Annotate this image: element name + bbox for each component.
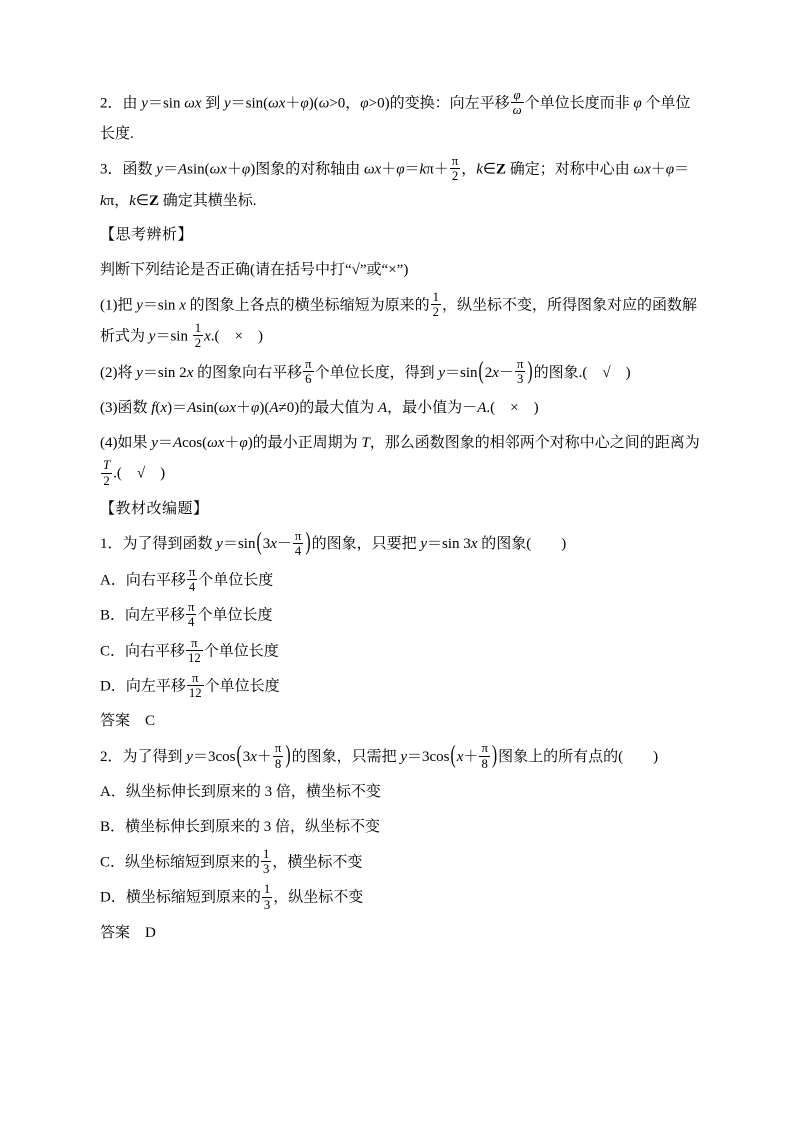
- math-variable: x: [470, 536, 478, 553]
- text-run: ≠0)的最大值为: [278, 399, 378, 416]
- math-variable: f: [151, 399, 156, 416]
- question-2-option-a: [100, 777, 700, 808]
- math-variable: ω: [512, 103, 522, 118]
- text-run: ＋: [224, 434, 240, 451]
- math-variable: ωx: [207, 434, 225, 451]
- text-run: ＝sin: [155, 328, 192, 345]
- math-variable: φ: [665, 161, 675, 178]
- text-run: .( × ): [210, 328, 263, 345]
- math-variable: x: [160, 399, 168, 416]
- text-run: 个单位长度: [203, 643, 279, 660]
- text-run: 2: [194, 336, 202, 351]
- math-variable: x: [179, 297, 186, 314]
- text-run: ＋: [236, 399, 252, 416]
- big-paren: (: [236, 741, 242, 769]
- text-run: B．向左平移: [100, 607, 186, 624]
- math-variable: φ: [251, 399, 260, 416]
- text-run: ＋: [650, 161, 666, 178]
- math-variable: x: [204, 328, 211, 345]
- fraction: [515, 357, 525, 387]
- math-variable: x: [492, 364, 499, 381]
- text-run: 2．为了得到: [100, 749, 187, 766]
- note-3: [100, 154, 700, 216]
- math-variable: ω: [318, 95, 330, 112]
- text-run: π: [188, 600, 195, 615]
- big-paren: (: [478, 356, 484, 385]
- text-run: 【思考辨析】: [100, 226, 194, 244]
- math-variable: x: [456, 749, 464, 766]
- text-run: ＝sin 3: [427, 536, 471, 553]
- text-run: B．横坐标伸长到原来的 3 倍，纵坐标不变: [100, 819, 381, 836]
- text-run: 的图象( ): [477, 536, 567, 553]
- text-run: 2．由: [100, 95, 142, 112]
- math-variable: x: [250, 749, 257, 766]
- text-run: 【教材改编题】: [100, 499, 209, 517]
- math-variable: y: [136, 364, 143, 381]
- text-run: 4: [188, 615, 195, 630]
- fraction: [187, 671, 204, 701]
- text-run: ＝: [404, 161, 420, 178]
- text-run: 6: [305, 372, 312, 387]
- text-run: ＝: [674, 161, 690, 178]
- text-run: －: [498, 364, 514, 381]
- text-run: ＝3cos: [192, 749, 236, 766]
- text-run: cos(: [182, 434, 208, 451]
- math-variable: k: [419, 161, 427, 178]
- text-run: 个单位长度而非: [524, 95, 634, 112]
- text-run: 图象上的所有点的( ): [498, 749, 659, 766]
- fraction: [186, 600, 196, 630]
- big-paren: ): [305, 528, 311, 557]
- math-variable: y: [438, 364, 445, 381]
- text-run: ＝sin 2: [142, 364, 187, 381]
- text-run: >0，: [329, 95, 361, 112]
- document-body: [100, 88, 700, 952]
- math-variable: A: [378, 399, 388, 416]
- big-paren: (: [450, 741, 456, 769]
- question-2-option-c: [100, 847, 700, 878]
- math-variable: ωx: [633, 161, 651, 178]
- math-variable: y: [216, 536, 223, 553]
- math-variable: ωx: [363, 161, 382, 178]
- text-run: ＋: [285, 95, 301, 112]
- text-run: )＝: [167, 399, 188, 416]
- text-run: ∈: [482, 161, 496, 178]
- text-run: 3．函数: [100, 161, 157, 178]
- text-run: A．纵坐标伸长到原来的 3 倍，横坐标不变: [100, 784, 381, 801]
- text-run: 的图象上各点的横坐标缩短为原来的: [185, 297, 430, 314]
- fraction: [193, 321, 203, 351]
- text-run: π: [188, 564, 196, 579]
- statement-1: [100, 290, 700, 353]
- text-run: π: [294, 528, 302, 543]
- text-run: ＝3cos: [407, 749, 450, 766]
- question-1-option-a: [100, 565, 700, 596]
- text-run: 判断下列结论是否正确(请在括号中打“√”或“×”): [100, 262, 409, 279]
- text-run: )(: [259, 399, 270, 416]
- question-1-stem: [100, 528, 700, 560]
- text-run: 4: [188, 580, 196, 595]
- text-run: 3: [242, 749, 251, 766]
- text-run: 3: [263, 897, 271, 912]
- math-variable: ωx: [209, 161, 227, 178]
- math-variable: A: [187, 399, 197, 416]
- text-run: 12: [188, 650, 201, 665]
- math-variable: y: [151, 434, 158, 451]
- text-run: D．横坐标缩短到原来的: [100, 889, 261, 906]
- text-run: ＝: [162, 161, 178, 178]
- question-1-option-d: [100, 671, 700, 702]
- big-paren: ): [527, 356, 533, 385]
- math-variable: T: [103, 458, 111, 473]
- math-variable: y: [148, 328, 156, 345]
- text-run: 3: [262, 536, 271, 553]
- text-run: π: [481, 741, 488, 756]
- text-run: ＋: [226, 161, 242, 178]
- question-1-option-c: [100, 636, 700, 667]
- text-run: 3: [263, 862, 270, 877]
- math-variable: y: [141, 95, 148, 112]
- text-run: 答案 C: [100, 713, 156, 730]
- question-2-option-b: [100, 812, 700, 843]
- text-run: ∈: [135, 192, 149, 209]
- question-2-option-d: [100, 882, 700, 913]
- math-variable: k: [100, 192, 107, 209]
- text-run: ＋: [463, 749, 479, 766]
- note-2: [100, 88, 700, 150]
- text-run: C．向右平移: [100, 643, 186, 660]
- math-variable: y: [136, 297, 143, 314]
- text-run: 的图象，只要把: [311, 536, 421, 553]
- text-run: π: [451, 154, 459, 169]
- fraction: [293, 529, 303, 559]
- math-variable: T: [361, 434, 370, 451]
- text-run: ，: [461, 161, 477, 178]
- text-run: ＝sin: [142, 297, 180, 314]
- text-run: ＝sin: [147, 95, 185, 112]
- math-variable: A: [477, 399, 487, 416]
- text-run: )(: [308, 95, 319, 112]
- statement-3: [100, 393, 700, 424]
- section-textbook-header: [100, 494, 700, 525]
- math-variable: y: [420, 536, 428, 553]
- text-run: 8: [481, 756, 488, 771]
- math-set-symbol: Z: [496, 161, 507, 178]
- text-run: 的图象向右平移: [193, 364, 303, 381]
- math-variable: A: [172, 434, 183, 451]
- question-1-answer: [100, 706, 700, 737]
- math-variable: φ: [633, 95, 642, 112]
- text-run: 1．为了得到函数: [100, 536, 217, 553]
- text-run: sin(: [187, 161, 210, 178]
- text-run: π: [516, 356, 524, 371]
- text-run: ，横坐标不变: [272, 854, 363, 871]
- math-variable: ωx: [184, 95, 202, 112]
- math-variable: A: [177, 161, 188, 178]
- text-run: π: [192, 670, 199, 685]
- text-run: π: [191, 635, 198, 650]
- text-run: 1: [194, 321, 202, 336]
- text-run: 4: [294, 544, 302, 559]
- text-run: sin(: [196, 399, 219, 416]
- math-variable: x: [186, 364, 194, 381]
- fraction: [262, 882, 272, 912]
- math-variable: ωx: [218, 399, 237, 416]
- fraction: [479, 741, 489, 771]
- text-run: 2: [103, 473, 110, 488]
- big-paren: ): [491, 741, 498, 769]
- fraction: [186, 636, 203, 666]
- text-run: (2)将: [100, 364, 137, 381]
- math-variable: φ: [360, 95, 369, 112]
- text-run: π＋: [426, 161, 449, 178]
- big-paren: ): [285, 741, 291, 769]
- text-run: 个单位长度: [198, 572, 274, 589]
- text-run: >0)的变换：向左平移: [368, 95, 510, 112]
- fraction: [101, 458, 112, 488]
- math-variable: k: [129, 192, 136, 209]
- math-set-symbol: Z: [149, 192, 160, 209]
- text-run: 2: [451, 169, 459, 184]
- text-run: 个单位长度.: [100, 95, 691, 143]
- text-run: ＝sin: [222, 536, 256, 553]
- text-run: 8: [274, 756, 282, 771]
- big-paren: (: [256, 528, 262, 557]
- statement-2: [100, 357, 700, 389]
- math-variable: ωx: [268, 95, 286, 112]
- math-variable: φ: [300, 95, 309, 112]
- text-run: .( √ ): [113, 465, 166, 482]
- text-run: (3)函数: [100, 399, 152, 416]
- text-run: (4)如果: [100, 434, 152, 451]
- statement-4: [100, 428, 700, 490]
- fraction: [511, 88, 524, 118]
- text-run: ，纵坐标不变，所得图象对应的函数解析式为: [100, 297, 698, 345]
- text-run: 答案 D: [100, 924, 156, 941]
- question-2-answer: [100, 918, 700, 949]
- text-run: 个单位长度: [197, 607, 273, 624]
- text-run: ＋: [381, 161, 397, 178]
- think-instruction: [100, 255, 700, 286]
- math-variable: y: [186, 749, 193, 766]
- math-variable: φ: [396, 161, 405, 178]
- text-run: 3: [516, 372, 524, 387]
- text-run: ＋: [256, 749, 272, 766]
- math-variable: x: [270, 536, 277, 553]
- text-run: 的图象，只需把: [291, 749, 401, 766]
- text-run: 的图象.( √ ): [533, 364, 631, 381]
- math-variable: φ: [241, 161, 251, 178]
- math-variable: y: [156, 161, 163, 178]
- text-run: －: [276, 536, 292, 553]
- text-run: (: [155, 399, 161, 416]
- text-run: ，纵坐标不变: [273, 889, 364, 906]
- text-run: )图象的对称轴由: [250, 161, 364, 178]
- section-think-header: [100, 220, 700, 251]
- text-run: 个单位长度: [204, 678, 280, 695]
- text-run: 确定；对称中心由: [506, 161, 634, 178]
- fraction: [187, 565, 197, 595]
- text-run: π: [305, 356, 312, 371]
- math-variable: A: [269, 399, 279, 416]
- question-2-stem: [100, 741, 700, 773]
- text-run: .( × ): [486, 399, 539, 416]
- text-run: π: [274, 741, 282, 756]
- math-variable: y: [400, 749, 407, 766]
- text-run: 2: [432, 305, 439, 320]
- math-variable: φ: [239, 434, 248, 451]
- text-run: π，: [106, 192, 130, 209]
- math-variable: φ: [513, 88, 521, 102]
- text-run: ＝sin(: [230, 95, 269, 112]
- fraction: [273, 741, 283, 771]
- text-run: 12: [188, 686, 202, 701]
- text-run: 到: [201, 95, 224, 112]
- fraction: [431, 290, 441, 320]
- math-variable: y: [223, 95, 231, 112]
- fraction: [303, 357, 313, 387]
- text-run: 个单位长度，得到: [314, 364, 439, 381]
- text-run: 2: [484, 364, 493, 381]
- text-run: ＝sin: [445, 364, 478, 381]
- text-run: ＝: [157, 434, 173, 451]
- text-run: (1)把: [100, 297, 137, 314]
- text-run: 1: [432, 289, 439, 304]
- text-run: ，最小值为－: [387, 399, 478, 416]
- text-run: A．向右平移: [100, 572, 186, 589]
- text-run: D．向左平移: [100, 678, 186, 695]
- text-run: 确定其横坐标.: [159, 192, 257, 209]
- text-run: C．纵坐标缩短到原来的: [100, 854, 261, 871]
- text-run: ，那么函数图象的相邻两个对称中心之间的距离为: [369, 434, 700, 451]
- fraction: [261, 847, 271, 877]
- text-run: 1: [263, 846, 270, 861]
- fraction: [450, 154, 460, 184]
- text-run: )的最小正周期为: [247, 434, 362, 451]
- question-1-option-b: [100, 600, 700, 631]
- text-run: 1: [263, 882, 271, 897]
- math-variable: k: [476, 161, 483, 178]
